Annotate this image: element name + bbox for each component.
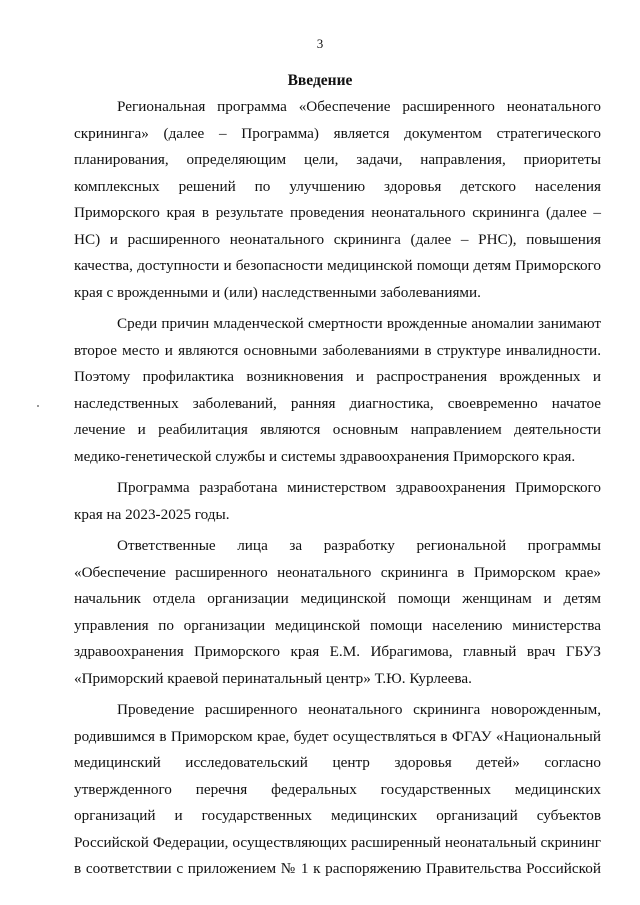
page-number: 3 [316, 36, 324, 51]
text-line: лечение и реабилитация являются основным направлением деятельности [74, 421, 601, 438]
text-line: «Приморский краевой перинатальный центр» Т.Ю. Курлеева. [74, 669, 472, 687]
text-line: второе место и являются основными заболеваниями в структуре инвалидности. [74, 341, 601, 359]
text-line: планирования, определяющим цели, задачи, направления, приоритеты [74, 151, 601, 168]
text-line: НС) и расширенного неонатального скрининга (далее – РНС), повышения [74, 230, 601, 248]
text-line: «Обеспечение расширенного неонатального скрининга в Приморском крае» [74, 563, 601, 581]
paragraph-3 [74, 475, 601, 528]
text-line: утвержденного перечня федеральных государственных медицинских [74, 780, 601, 798]
paragraph-5 [74, 697, 601, 883]
text-line: наследственных заболеваний, ранняя диагностика, своевременно начатое [74, 394, 601, 412]
text-line: управления по организации медицинской помощи населению министерства [74, 616, 601, 634]
text-line: медико-генетической службы и системы здравоохранения Приморского края. [74, 447, 576, 465]
text-line: края на 2023-2025 годы. [74, 505, 230, 523]
text-line: Приморского края в результате проведения неонатального скрининга (далее – [74, 204, 601, 221]
text-line: края с врожденными и (или) наследственными заболеваниями. [74, 283, 481, 301]
text-line: качества, доступности и безопасности медицинской помощи детям Приморского [74, 257, 601, 274]
text-line: Проведение расширенного неонатального скрининга новорожденным, [117, 701, 601, 718]
text-line: организаций и государственных медицинских организаций субъектов [74, 807, 601, 824]
text-line: Среди причин младенческой смертности врожденные аномалии занимают [117, 315, 601, 332]
text-line: Поэтому профилактика возникновения и распространения врожденных и [74, 368, 601, 385]
paragraph-1 [74, 94, 601, 306]
text-line: скрининга» (далее – Программа) является документом стратегического [74, 124, 601, 142]
document-body [74, 94, 601, 883]
text-line: Ответственные лица за разработку региональной программы [117, 537, 601, 554]
text-line: комплексных решений по улучшению здоровья детского населения [74, 177, 601, 195]
scan-speck [37, 405, 39, 407]
text-line: Российской Федерации, осуществляющих расширенный неонатальный скрининг [74, 833, 601, 851]
paragraph-4 [74, 533, 601, 692]
text-line: Региональная программа «Обеспечение расширенного неонатального [117, 98, 601, 115]
text-line: здравоохранения Приморского края Е.М. Ибрагимова, главный врач ГБУЗ [74, 643, 601, 660]
section-heading: Введение [287, 72, 353, 89]
text-line: медицинский исследовательский центр здоровья детей» согласно [74, 754, 601, 771]
text-line: в соответствии с приложением № 1 к распоряжению Правительства Российской [74, 860, 601, 877]
paragraph-2 [74, 311, 601, 470]
text-line: начальник отдела организации медицинской помощи женщинам и детям [74, 590, 601, 607]
text-line: родившимся в Приморском крае, будет осуществляться в ФГАУ «Национальный [74, 727, 601, 745]
text-line: Программа разработана министерством здравоохранения Приморского [117, 479, 601, 496]
